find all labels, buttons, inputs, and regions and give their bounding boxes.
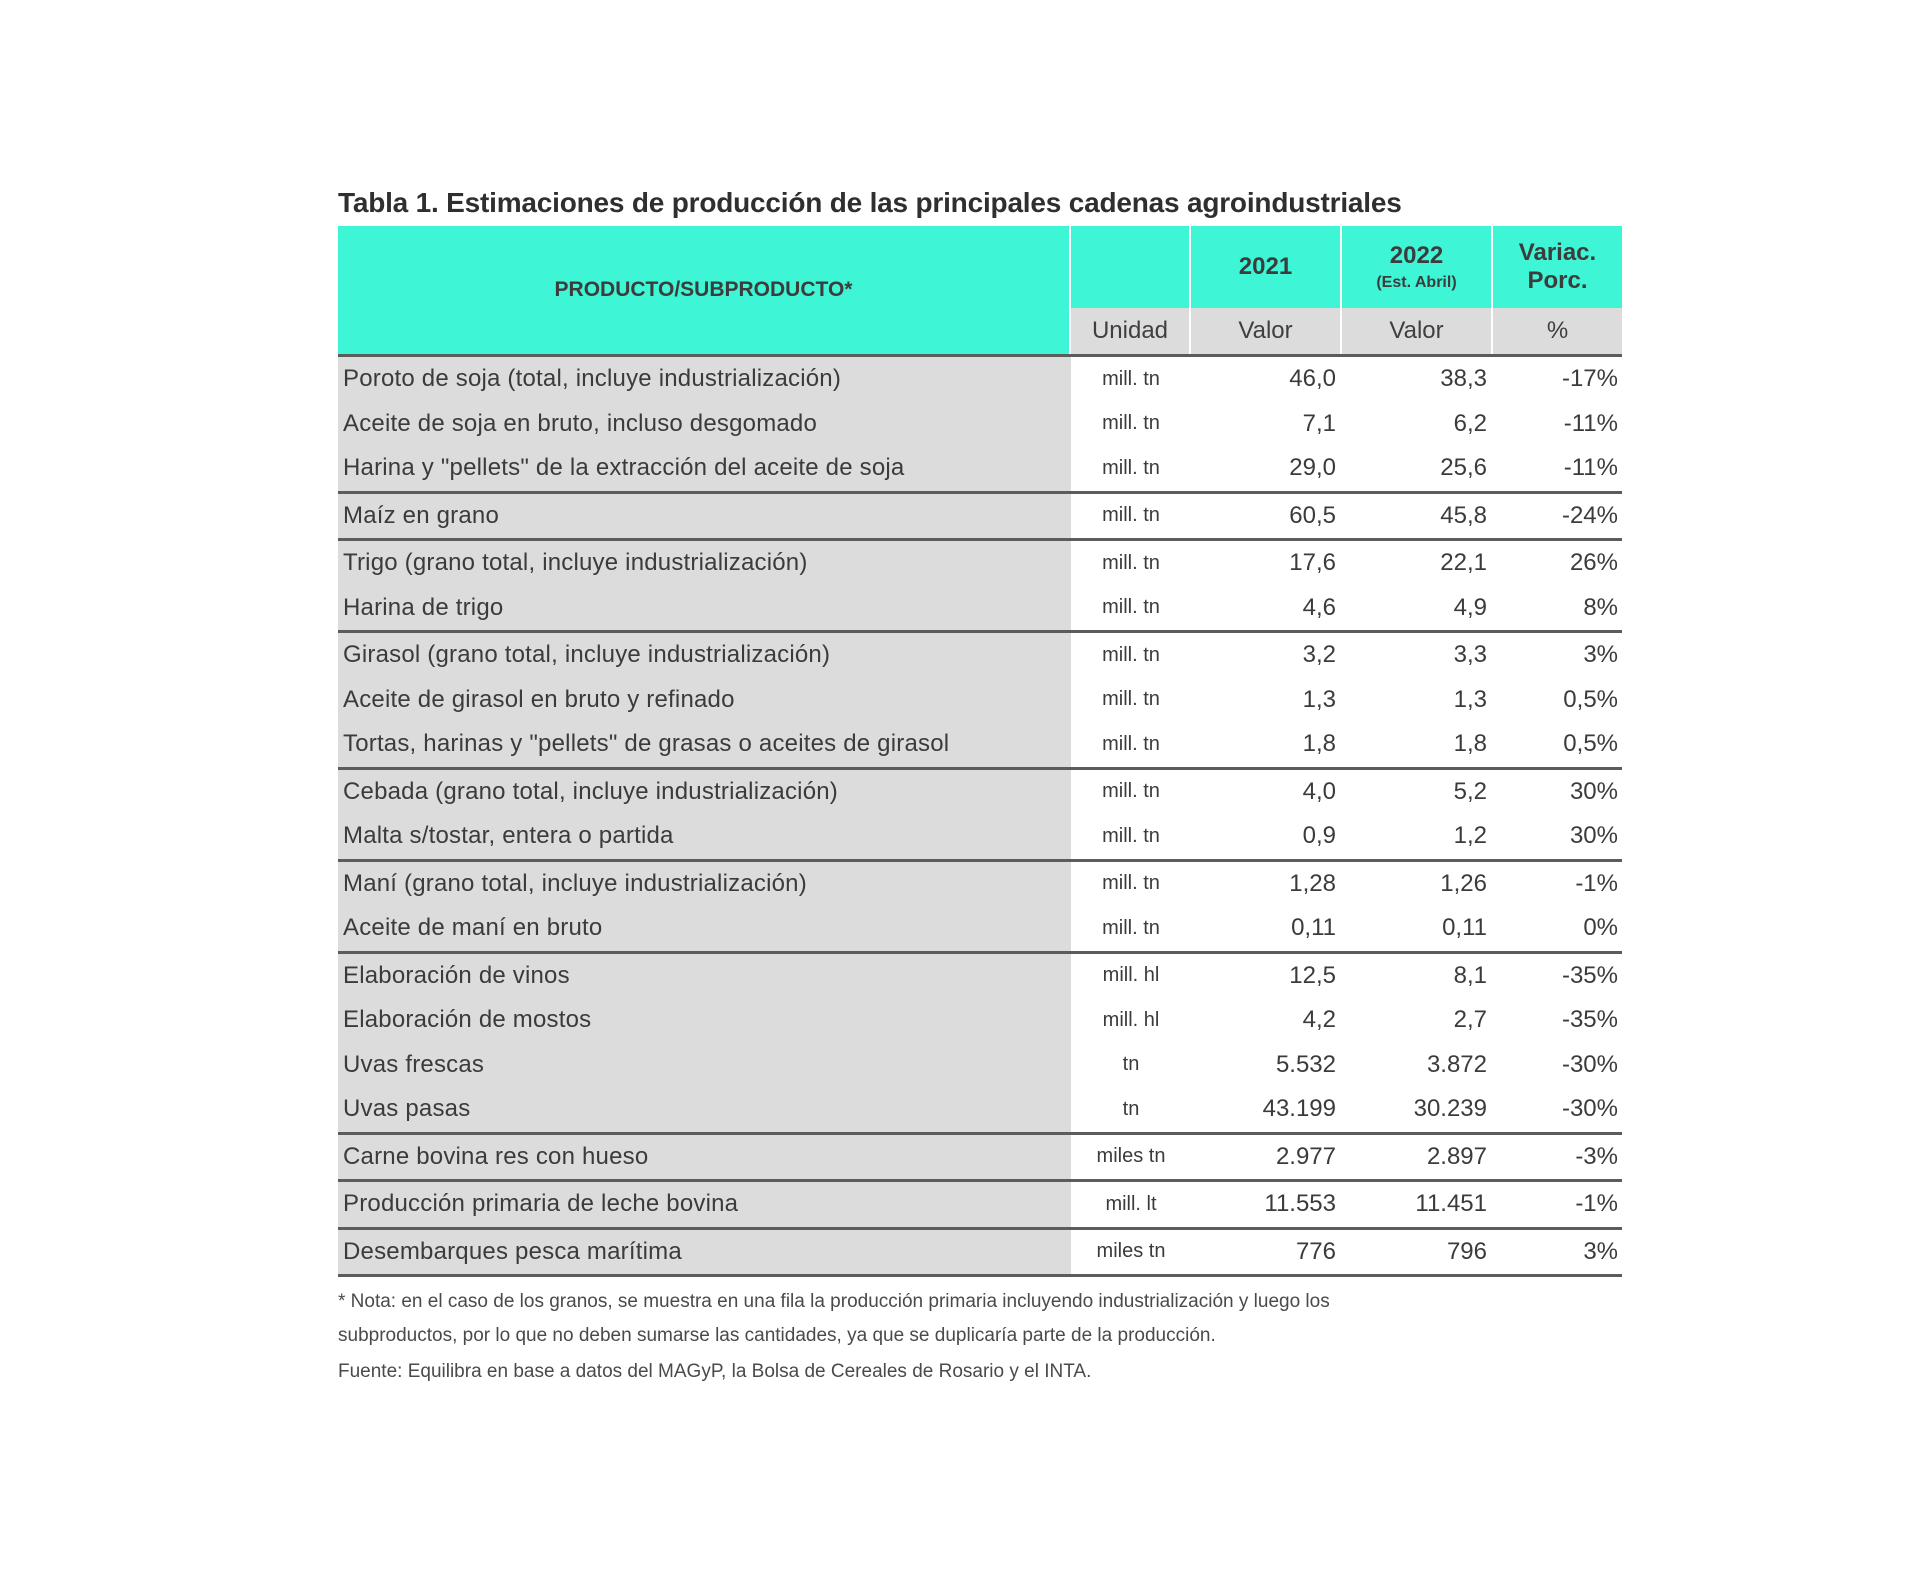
value-2022-cell: 3.872 <box>1426 1050 1487 1078</box>
product-cell: Maíz en grano <box>338 491 1071 539</box>
value-2021-cell: 4,6 <box>1302 593 1336 621</box>
unit-cell: mill. tn <box>1071 630 1191 678</box>
product-cell: Aceite de maní en bruto <box>338 906 1071 951</box>
value-2021-subheader: Valor <box>1191 308 1342 354</box>
unit-cell: miles tn <box>1071 1227 1191 1278</box>
value-2022-cell: 4,9 <box>1453 593 1487 621</box>
variation-cell: 26% <box>1493 538 1622 586</box>
document <box>338 180 1622 1383</box>
variation-cell: -24% <box>1493 491 1622 539</box>
value-2021-cell: 4,0 <box>1191 767 1342 815</box>
variation-cell: 0% <box>1583 914 1618 942</box>
value-2021-cell: 1,28 <box>1191 859 1342 907</box>
footnote-line-1: * Nota: en el caso de los granos, se muestra en una fila la producción primaria incluyendo industrialización y luego los <box>338 1291 1330 1312</box>
product-cell: Aceite de girasol en bruto y refinado <box>338 678 1071 723</box>
product-cell: Desembarques pesca marítima <box>338 1227 1071 1278</box>
table-row <box>338 630 1622 678</box>
variation-label-line1: Variac. <box>1518 239 1597 266</box>
table-title: Tabla 1. Estimaciones de producción de las principales cadenas agroindustriales <box>338 187 1402 218</box>
unit-header-blank <box>1071 226 1191 308</box>
table-row <box>338 859 1622 907</box>
table-row <box>338 446 1622 491</box>
footnote-line-2: subproductos, por lo que no deben sumarse las cantidades, ya que se duplicaría parte de la producción. <box>338 1325 1216 1346</box>
variation-cell: -30% <box>1561 1095 1618 1123</box>
product-cell: Uvas pasas <box>338 1087 1071 1132</box>
variation-cell: -1% <box>1493 859 1622 907</box>
table-row <box>338 998 1622 1043</box>
product-cell: Harina y "pellets" de la extracción del aceite de soja <box>338 446 1071 491</box>
value-2022-cell: 1,26 <box>1342 859 1493 907</box>
product-cell: Trigo (grano total, incluye industrialización) <box>338 538 1071 586</box>
variation-cell: -35% <box>1561 1006 1618 1034</box>
value-2022-subheader: Valor <box>1342 308 1493 354</box>
variation-cell: 0,5% <box>1563 685 1618 713</box>
variation-cell: -11% <box>1563 409 1618 437</box>
year-2022-label: 2022 <box>1389 242 1444 269</box>
value-2021-cell: 0,9 <box>1302 822 1336 850</box>
variation-cell: 30% <box>1569 822 1618 850</box>
value-2022-cell: 5,2 <box>1342 767 1493 815</box>
product-cell: Girasol (grano total, incluye industrialización) <box>338 630 1071 678</box>
value-2022-cell: 25,6 <box>1440 454 1487 482</box>
table-row <box>338 1087 1622 1132</box>
unit-cell: tn <box>1122 1097 1140 1120</box>
value-2021-cell: 1,8 <box>1302 730 1336 758</box>
product-cell: Elaboración de mostos <box>338 998 1071 1043</box>
variation-cell: -17% <box>1493 354 1622 402</box>
percent-subheader: % <box>1493 308 1622 354</box>
year-2022-header <box>1342 226 1493 308</box>
value-2021-cell: 60,5 <box>1191 491 1342 539</box>
table-row <box>338 1227 1622 1278</box>
unit-cell: mill. tn <box>1071 538 1191 586</box>
unit-cell: mill. tn <box>1102 824 1160 847</box>
product-cell: Producción primaria de leche bovina <box>338 1179 1071 1227</box>
unit-cell: miles tn <box>1071 1132 1191 1180</box>
value-2021-cell: 0,11 <box>1291 914 1336 942</box>
table-row <box>338 1132 1622 1180</box>
table-row <box>338 951 1622 999</box>
value-2022-cell: 2.897 <box>1342 1132 1493 1180</box>
value-2022-cell: 45,8 <box>1342 491 1493 539</box>
unit-cell: mill. tn <box>1102 732 1160 755</box>
source-note: Fuente: Equilibra en base a datos del MAGyP, la Bolsa de Cereales de Rosario y el INTA. <box>338 1361 1092 1382</box>
unit-cell: mill. tn <box>1102 456 1160 479</box>
variation-cell: -30% <box>1561 1050 1618 1078</box>
value-2021-cell: 2.977 <box>1191 1132 1342 1180</box>
value-2022-cell: 22,1 <box>1342 538 1493 586</box>
variation-header <box>1493 226 1622 308</box>
product-cell: Harina de trigo <box>338 586 1071 631</box>
unit-cell: mill. tn <box>1102 596 1160 619</box>
unit-cell: tn <box>1122 1053 1140 1076</box>
value-2021-cell: 5.532 <box>1275 1050 1336 1078</box>
table-row <box>338 402 1622 447</box>
variation-label-line2: Porc. <box>1527 267 1588 294</box>
unit-cell: mill. tn <box>1102 412 1160 435</box>
value-2022-cell: 2,7 <box>1453 1006 1487 1034</box>
year-2022-estimate-note: (Est. Abril) <box>1376 274 1457 291</box>
product-cell: Carne bovina res con hueso <box>338 1132 1071 1180</box>
variation-cell: 0,5% <box>1563 730 1618 758</box>
table-row <box>338 814 1622 859</box>
unit-cell: mill. hl <box>1071 951 1191 999</box>
footnote <box>338 1285 1622 1353</box>
unit-cell: mill. tn <box>1102 916 1160 939</box>
value-2021-cell: 3,2 <box>1191 630 1342 678</box>
variation-cell: 30% <box>1493 767 1622 815</box>
value-2022-cell: 11.451 <box>1342 1179 1493 1227</box>
variation-cell: -11% <box>1563 454 1618 482</box>
value-2022-cell: 30.239 <box>1413 1095 1487 1123</box>
product-cell: Uvas frescas <box>338 1043 1071 1088</box>
unit-cell: mill. tn <box>1071 859 1191 907</box>
variation-cell: 3% <box>1493 630 1622 678</box>
table-row <box>338 491 1622 539</box>
variation-cell: -35% <box>1493 951 1622 999</box>
product-cell: Elaboración de vinos <box>338 951 1071 999</box>
value-2021-cell: 776 <box>1191 1227 1342 1278</box>
year-2021-header: 2021 <box>1191 226 1342 308</box>
table-row <box>338 678 1622 723</box>
table-row <box>338 1043 1622 1088</box>
table-row <box>338 767 1622 815</box>
value-2022-cell: 1,8 <box>1453 730 1487 758</box>
product-cell: Poroto de soja (total, incluye industrialización) <box>338 354 1071 402</box>
value-2022-cell: 1,3 <box>1453 685 1487 713</box>
variation-cell: 3% <box>1493 1227 1622 1278</box>
unit-cell: mill. tn <box>1071 491 1191 539</box>
value-2021-cell: 43.199 <box>1262 1095 1336 1123</box>
product-cell: Aceite de soja en bruto, incluso desgomado <box>338 402 1071 447</box>
table-row <box>338 354 1622 402</box>
product-cell: Cebada (grano total, incluye industrialización) <box>338 767 1071 815</box>
product-column-header: PRODUCTO/SUBPRODUCTO* <box>338 226 1071 354</box>
unit-cell: mill. hl <box>1102 1008 1160 1031</box>
unit-subheader: Unidad <box>1071 308 1191 354</box>
variation-cell: -3% <box>1493 1132 1622 1180</box>
product-cell: Maní (grano total, incluye industrialización) <box>338 859 1071 907</box>
value-2021-cell: 4,2 <box>1302 1006 1336 1034</box>
variation-cell: -1% <box>1493 1179 1622 1227</box>
value-2021-cell: 29,0 <box>1289 454 1336 482</box>
value-2022-cell: 3,3 <box>1342 630 1493 678</box>
value-2022-cell: 8,1 <box>1342 951 1493 999</box>
value-2021-cell: 7,1 <box>1302 409 1336 437</box>
production-table <box>338 226 1622 1277</box>
value-2022-cell: 6,2 <box>1453 409 1487 437</box>
unit-cell: mill. tn <box>1102 688 1160 711</box>
value-2021-cell: 12,5 <box>1191 951 1342 999</box>
table-row <box>338 1179 1622 1227</box>
table-row <box>338 538 1622 586</box>
table-row <box>338 722 1622 767</box>
value-2022-cell: 1,2 <box>1453 822 1487 850</box>
table-body <box>338 354 1622 1277</box>
unit-cell: mill. tn <box>1071 767 1191 815</box>
value-2021-cell: 1,3 <box>1302 685 1336 713</box>
value-2022-cell: 0,11 <box>1442 914 1487 942</box>
product-cell: Malta s/tostar, entera o partida <box>338 814 1071 859</box>
value-2021-cell: 46,0 <box>1191 354 1342 402</box>
variation-cell: 8% <box>1583 593 1618 621</box>
value-2022-cell: 796 <box>1342 1227 1493 1278</box>
value-2022-cell: 38,3 <box>1342 354 1493 402</box>
product-cell: Tortas, harinas y "pellets" de grasas o aceites de girasol <box>338 722 1071 767</box>
unit-cell: mill. tn <box>1071 354 1191 402</box>
table-row <box>338 586 1622 631</box>
table-row <box>338 906 1622 951</box>
unit-cell: mill. lt <box>1071 1179 1191 1227</box>
value-2021-cell: 11.553 <box>1191 1179 1342 1227</box>
value-2021-cell: 17,6 <box>1191 538 1342 586</box>
